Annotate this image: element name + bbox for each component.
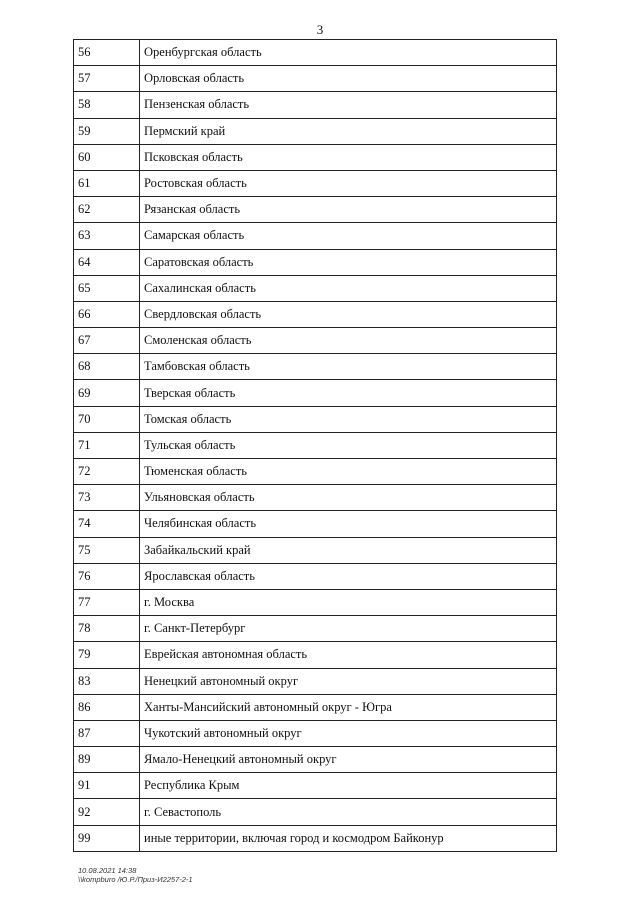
region-code-cell: 68 <box>74 354 140 380</box>
region-code-cell: 73 <box>74 485 140 511</box>
region-name-cell: Забайкальский край <box>140 537 557 563</box>
table-row <box>74 249 557 275</box>
table-row <box>74 223 557 249</box>
region-code-cell: 83 <box>74 668 140 694</box>
region-name-cell: Ханты-Мансийский автономный округ - Югра <box>140 694 557 720</box>
region-name-cell: иные территории, включая город и космодром Байконур <box>140 825 557 851</box>
region-name-cell: Оренбургская область <box>140 40 557 66</box>
region-name-cell: Ярославская область <box>140 563 557 589</box>
region-name-cell: Рязанская область <box>140 197 557 223</box>
region-name-cell: Тюменская область <box>140 459 557 485</box>
table-row <box>74 275 557 301</box>
table-row <box>74 720 557 746</box>
table-row <box>74 118 557 144</box>
region-code-cell: 67 <box>74 328 140 354</box>
region-name-cell: Еврейская автономная область <box>140 642 557 668</box>
region-name-cell: Свердловская область <box>140 301 557 327</box>
table-row <box>74 197 557 223</box>
region-code-cell: 65 <box>74 275 140 301</box>
region-code-cell: 75 <box>74 537 140 563</box>
table-row <box>74 642 557 668</box>
region-name-cell: Ненецкий автономный округ <box>140 668 557 694</box>
region-name-cell: Республика Крым <box>140 773 557 799</box>
page-number: 3 <box>316 22 324 37</box>
region-name-cell: г. Севастополь <box>140 799 557 825</box>
region-name-cell: Тверская область <box>140 380 557 406</box>
region-code-cell: 89 <box>74 747 140 773</box>
regions-table-body <box>74 40 557 852</box>
region-name-cell: г. Санкт-Петербург <box>140 616 557 642</box>
region-code-cell: 91 <box>74 773 140 799</box>
document-footer <box>78 866 193 884</box>
region-name-cell: Пензенская область <box>140 92 557 118</box>
region-code-cell: 87 <box>74 720 140 746</box>
region-name-cell: Челябинская область <box>140 511 557 537</box>
region-name-cell: Томская область <box>140 406 557 432</box>
region-code-cell: 79 <box>74 642 140 668</box>
region-code-cell: 63 <box>74 223 140 249</box>
table-row <box>74 773 557 799</box>
table-row <box>74 432 557 458</box>
region-code-cell: 62 <box>74 197 140 223</box>
region-code-cell: 76 <box>74 563 140 589</box>
region-name-cell: Тамбовская область <box>140 354 557 380</box>
table-row <box>74 380 557 406</box>
region-name-cell: Ростовская область <box>140 170 557 196</box>
table-row <box>74 511 557 537</box>
region-name-cell: г. Москва <box>140 589 557 615</box>
table-row <box>74 459 557 485</box>
table-row <box>74 616 557 642</box>
table-row <box>74 747 557 773</box>
region-code-cell: 99 <box>74 825 140 851</box>
region-code-cell: 56 <box>74 40 140 66</box>
region-name-cell: Самарская область <box>140 223 557 249</box>
regions-table <box>73 39 557 852</box>
region-code-cell: 72 <box>74 459 140 485</box>
region-name-cell: Ульяновская область <box>140 485 557 511</box>
region-name-cell: Сахалинская область <box>140 275 557 301</box>
table-row <box>74 825 557 851</box>
region-name-cell: Ямало-Ненецкий автономный округ <box>140 747 557 773</box>
table-row <box>74 589 557 615</box>
footer-doc-reference: \\kompburo /Ю.Р./Приз-И2257-2-1 <box>78 875 193 884</box>
region-code-cell: 69 <box>74 380 140 406</box>
region-name-cell: Пермский край <box>140 118 557 144</box>
region-code-cell: 92 <box>74 799 140 825</box>
table-row <box>74 66 557 92</box>
region-code-cell: 61 <box>74 170 140 196</box>
region-name-cell: Орловская область <box>140 66 557 92</box>
region-code-cell: 66 <box>74 301 140 327</box>
region-name-cell: Псковская область <box>140 144 557 170</box>
footer-timestamp: 10.08.2021 14:38 <box>78 866 137 875</box>
region-code-cell: 57 <box>74 66 140 92</box>
region-name-cell: Саратовская область <box>140 249 557 275</box>
region-code-cell: 74 <box>74 511 140 537</box>
region-code-cell: 86 <box>74 694 140 720</box>
table-row <box>74 170 557 196</box>
table-row <box>74 328 557 354</box>
table-row <box>74 301 557 327</box>
region-code-cell: 77 <box>74 589 140 615</box>
region-name-cell: Тульская область <box>140 432 557 458</box>
table-row <box>74 92 557 118</box>
table-row <box>74 406 557 432</box>
table-row <box>74 563 557 589</box>
table-row <box>74 537 557 563</box>
table-row <box>74 694 557 720</box>
region-code-cell: 59 <box>74 118 140 144</box>
table-row <box>74 799 557 825</box>
table-row <box>74 40 557 66</box>
region-code-cell: 71 <box>74 432 140 458</box>
region-name-cell: Чукотский автономный округ <box>140 720 557 746</box>
region-code-cell: 78 <box>74 616 140 642</box>
region-code-cell: 64 <box>74 249 140 275</box>
region-code-cell: 58 <box>74 92 140 118</box>
table-row <box>74 668 557 694</box>
region-name-cell: Смоленская область <box>140 328 557 354</box>
region-code-cell: 60 <box>74 144 140 170</box>
table-row <box>74 354 557 380</box>
table-row <box>74 485 557 511</box>
table-row <box>74 144 557 170</box>
region-code-cell: 70 <box>74 406 140 432</box>
